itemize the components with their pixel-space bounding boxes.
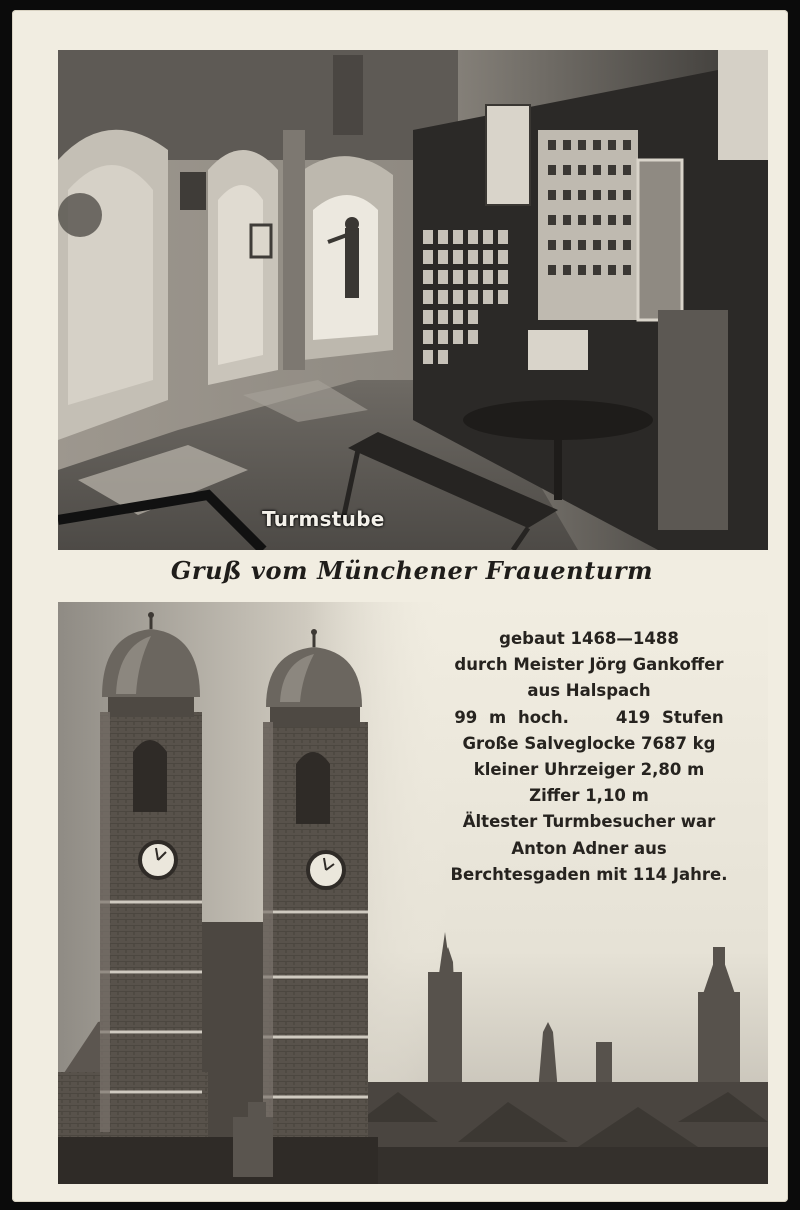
fact-line: Ältester Turmbesucher war — [462, 812, 716, 832]
right-tower — [263, 629, 368, 1152]
postcard-title: Gruß vom Münchener Frauenturm — [170, 556, 654, 585]
tower-room-image — [58, 50, 768, 550]
postcard — [12, 10, 788, 1202]
fact-line: durch Meister Jörg Gankoffer — [454, 655, 724, 675]
tower-facts — [424, 626, 754, 888]
fact-line: Anton Adner aus — [511, 838, 667, 858]
tower-room-photo — [58, 50, 768, 550]
fact-line: gebaut 1468—1488 — [499, 629, 679, 648]
fact-line: Berchtesgaden mit 114 Jahre. — [450, 864, 728, 884]
fact-line: Ziffer 1,10 m — [529, 786, 649, 806]
fact-line: aus Halspach — [527, 681, 651, 701]
turmstube-caption: Turmstube — [262, 507, 385, 531]
fact-line: Große Salveglocke 7687 kg — [462, 733, 716, 753]
fact-line: 99 m hoch. 419 Stufen — [454, 707, 724, 727]
fact-line: kleiner Uhrzeiger 2,80 m — [473, 760, 705, 780]
left-tower — [100, 612, 202, 1132]
